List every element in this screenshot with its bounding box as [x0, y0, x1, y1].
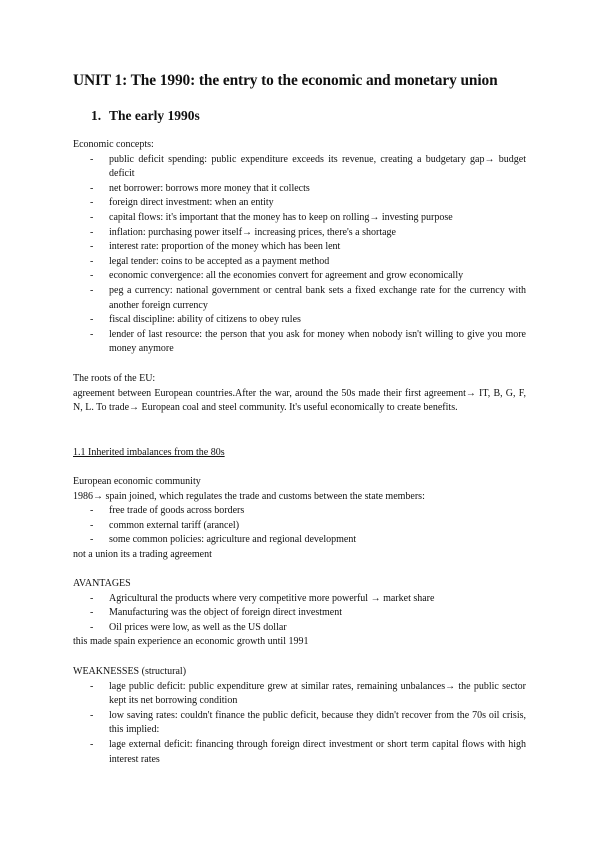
- eec-list: [73, 504, 526, 548]
- avantage-item: - Oil prices were low, as well as the US dollar: [73, 621, 526, 636]
- weaknesses-list: [73, 680, 526, 768]
- weakness-item: - lage external deficit: financing through foreign direct investment or short term capital flows with high interest rates: [73, 738, 526, 767]
- concept-item: - fiscal discipline: ability of citizens to obey rules: [73, 313, 526, 328]
- document-title: UNIT 1: The 1990: the entry to the economic and monetary union: [73, 72, 498, 89]
- concept-item: - net borrower: borrows more money that it collects: [73, 182, 526, 197]
- concepts-block: [73, 138, 526, 357]
- roots-paragraph: agreement between European countries.After the war, around the 50s made their first agreement→ IT, B, G, F, N, L. To trade→ European coal and steel community. It's useful economically to create benefits.: [73, 387, 526, 414]
- concept-item: - legal tender: coins to be accepted as a payment method: [73, 255, 526, 270]
- roots-heading: The roots of the EU:: [73, 373, 156, 384]
- section-heading: [91, 108, 200, 124]
- avantages-heading: AVANTAGES: [73, 578, 131, 589]
- weakness-item: - low saving rates: couldn't finance the public deficit, because they didn't recover from the 70s oil crisis, this implied:: [73, 709, 526, 738]
- roots-block: [73, 372, 526, 416]
- subsection-heading: [73, 446, 526, 461]
- concept-item: - economic convergence: all the economies convert for agreement and grow economically: [73, 269, 526, 284]
- weaknesses-heading: WEAKNESSES (structural): [73, 666, 187, 677]
- concept-item: - peg a currency: national government or central bank sets a fixed exchange rate for the currency with another foreign currency: [73, 284, 526, 313]
- eec-item: - common external tariff (arancel): [73, 519, 526, 534]
- concepts-list: [73, 153, 526, 357]
- weakness-item: - lage public deficit: public expenditure grew at similar rates, remaining unbalances→ the public sector kept its net borrowing condition: [73, 680, 526, 709]
- eec-item: - free trade of goods across borders: [73, 504, 526, 519]
- eec-heading: European economic community: [73, 476, 201, 487]
- avantages-list: [73, 592, 526, 636]
- avantages-outro: this made spain experience an economic growth until 1991: [73, 636, 309, 648]
- concept-item: - inflation: purchasing power itself→ increasing prices, there's a shortage: [73, 226, 526, 241]
- concept-item: - capital flows: it's important that the money has to keep on rolling→ investing purpose: [73, 211, 526, 226]
- eec-item: - some common policies: agriculture and regional development: [73, 533, 526, 548]
- subsection-title: 1.1 Inherited imbalances from the 80s: [73, 447, 225, 458]
- weaknesses-block: [73, 665, 526, 767]
- avantage-item: - Agricultural the products where very competitive more powerful → market share: [73, 592, 526, 607]
- avantage-item: - Manufacturing was the object of foreign direct investment: [73, 606, 526, 621]
- concept-item: - interest rate: proportion of the money which has been lent: [73, 240, 526, 255]
- section-title: The early 1990s: [109, 108, 200, 123]
- concept-item: - lender of last resource: the person that you ask for money when nobody isn't willing to give you more money anymore: [73, 328, 526, 357]
- eec-block: [73, 475, 526, 563]
- avantages-block: [73, 577, 526, 650]
- concepts-heading: Economic concepts:: [73, 139, 154, 150]
- concept-item: - foreign direct investment: when an entity: [73, 196, 526, 211]
- section-number: 1.: [91, 108, 102, 123]
- eec-outro: not a union its a trading agreement: [73, 548, 212, 560]
- concept-item: - public deficit spending: public expenditure exceeds its revenue, creating a budgetary gap→ budget deficit: [73, 153, 526, 182]
- eec-intro: 1986→ spain joined, which regulates the trade and customs between the state members:: [73, 490, 425, 502]
